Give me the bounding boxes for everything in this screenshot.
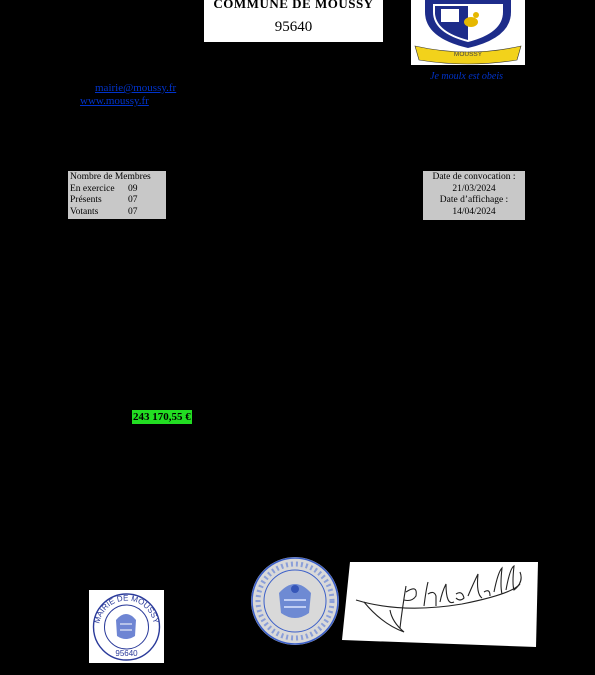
affichage-date: 14/04/2024 bbox=[452, 206, 496, 217]
stamp-postal-code: 95640 bbox=[115, 649, 138, 658]
coat-of-arms-banner-text: MOUSSY bbox=[453, 51, 483, 58]
members-label: Présents bbox=[70, 195, 102, 205]
members-row-votants bbox=[70, 207, 164, 219]
coat-of-arms-logo bbox=[411, 0, 525, 65]
members-row-en-exercice bbox=[70, 184, 164, 196]
convocation-label: Date de convocation : bbox=[432, 172, 516, 182]
official-seal bbox=[249, 555, 341, 647]
website-link[interactable]: www.moussy.fr bbox=[80, 95, 149, 107]
commune-title-box bbox=[204, 0, 383, 42]
postal-code: 95640 bbox=[274, 19, 313, 35]
stamp-icon bbox=[89, 590, 164, 663]
convocation-date: 21/03/2024 bbox=[452, 183, 496, 194]
highlighted-amount: 243 170,55 € bbox=[133, 411, 191, 423]
members-heading: Nombre de Membres bbox=[70, 172, 151, 182]
members-value: 07 bbox=[128, 195, 138, 205]
motto-text: Je moulx est obeis bbox=[430, 71, 504, 82]
commune-name: COMMUNE DE MOUSSY bbox=[213, 0, 374, 11]
stamp-ring-text: MAIRIE DE MOUSSY bbox=[92, 593, 161, 625]
signature bbox=[342, 562, 538, 647]
dates-box bbox=[423, 171, 525, 220]
members-value: 09 bbox=[128, 183, 138, 194]
members-value: 07 bbox=[128, 206, 138, 217]
seal-icon bbox=[249, 555, 341, 647]
members-label: En exercice bbox=[70, 183, 115, 194]
members-label: Votants bbox=[70, 206, 99, 217]
members-count-box bbox=[68, 171, 166, 219]
email-link[interactable]: mairie@moussy.fr bbox=[95, 82, 177, 94]
town-hall-stamp bbox=[89, 590, 164, 663]
coat-of-arms-icon bbox=[411, 0, 525, 65]
affichage-label: Date d’affichage : bbox=[439, 195, 509, 205]
members-row-presents bbox=[70, 195, 164, 207]
signature-icon bbox=[342, 562, 538, 647]
